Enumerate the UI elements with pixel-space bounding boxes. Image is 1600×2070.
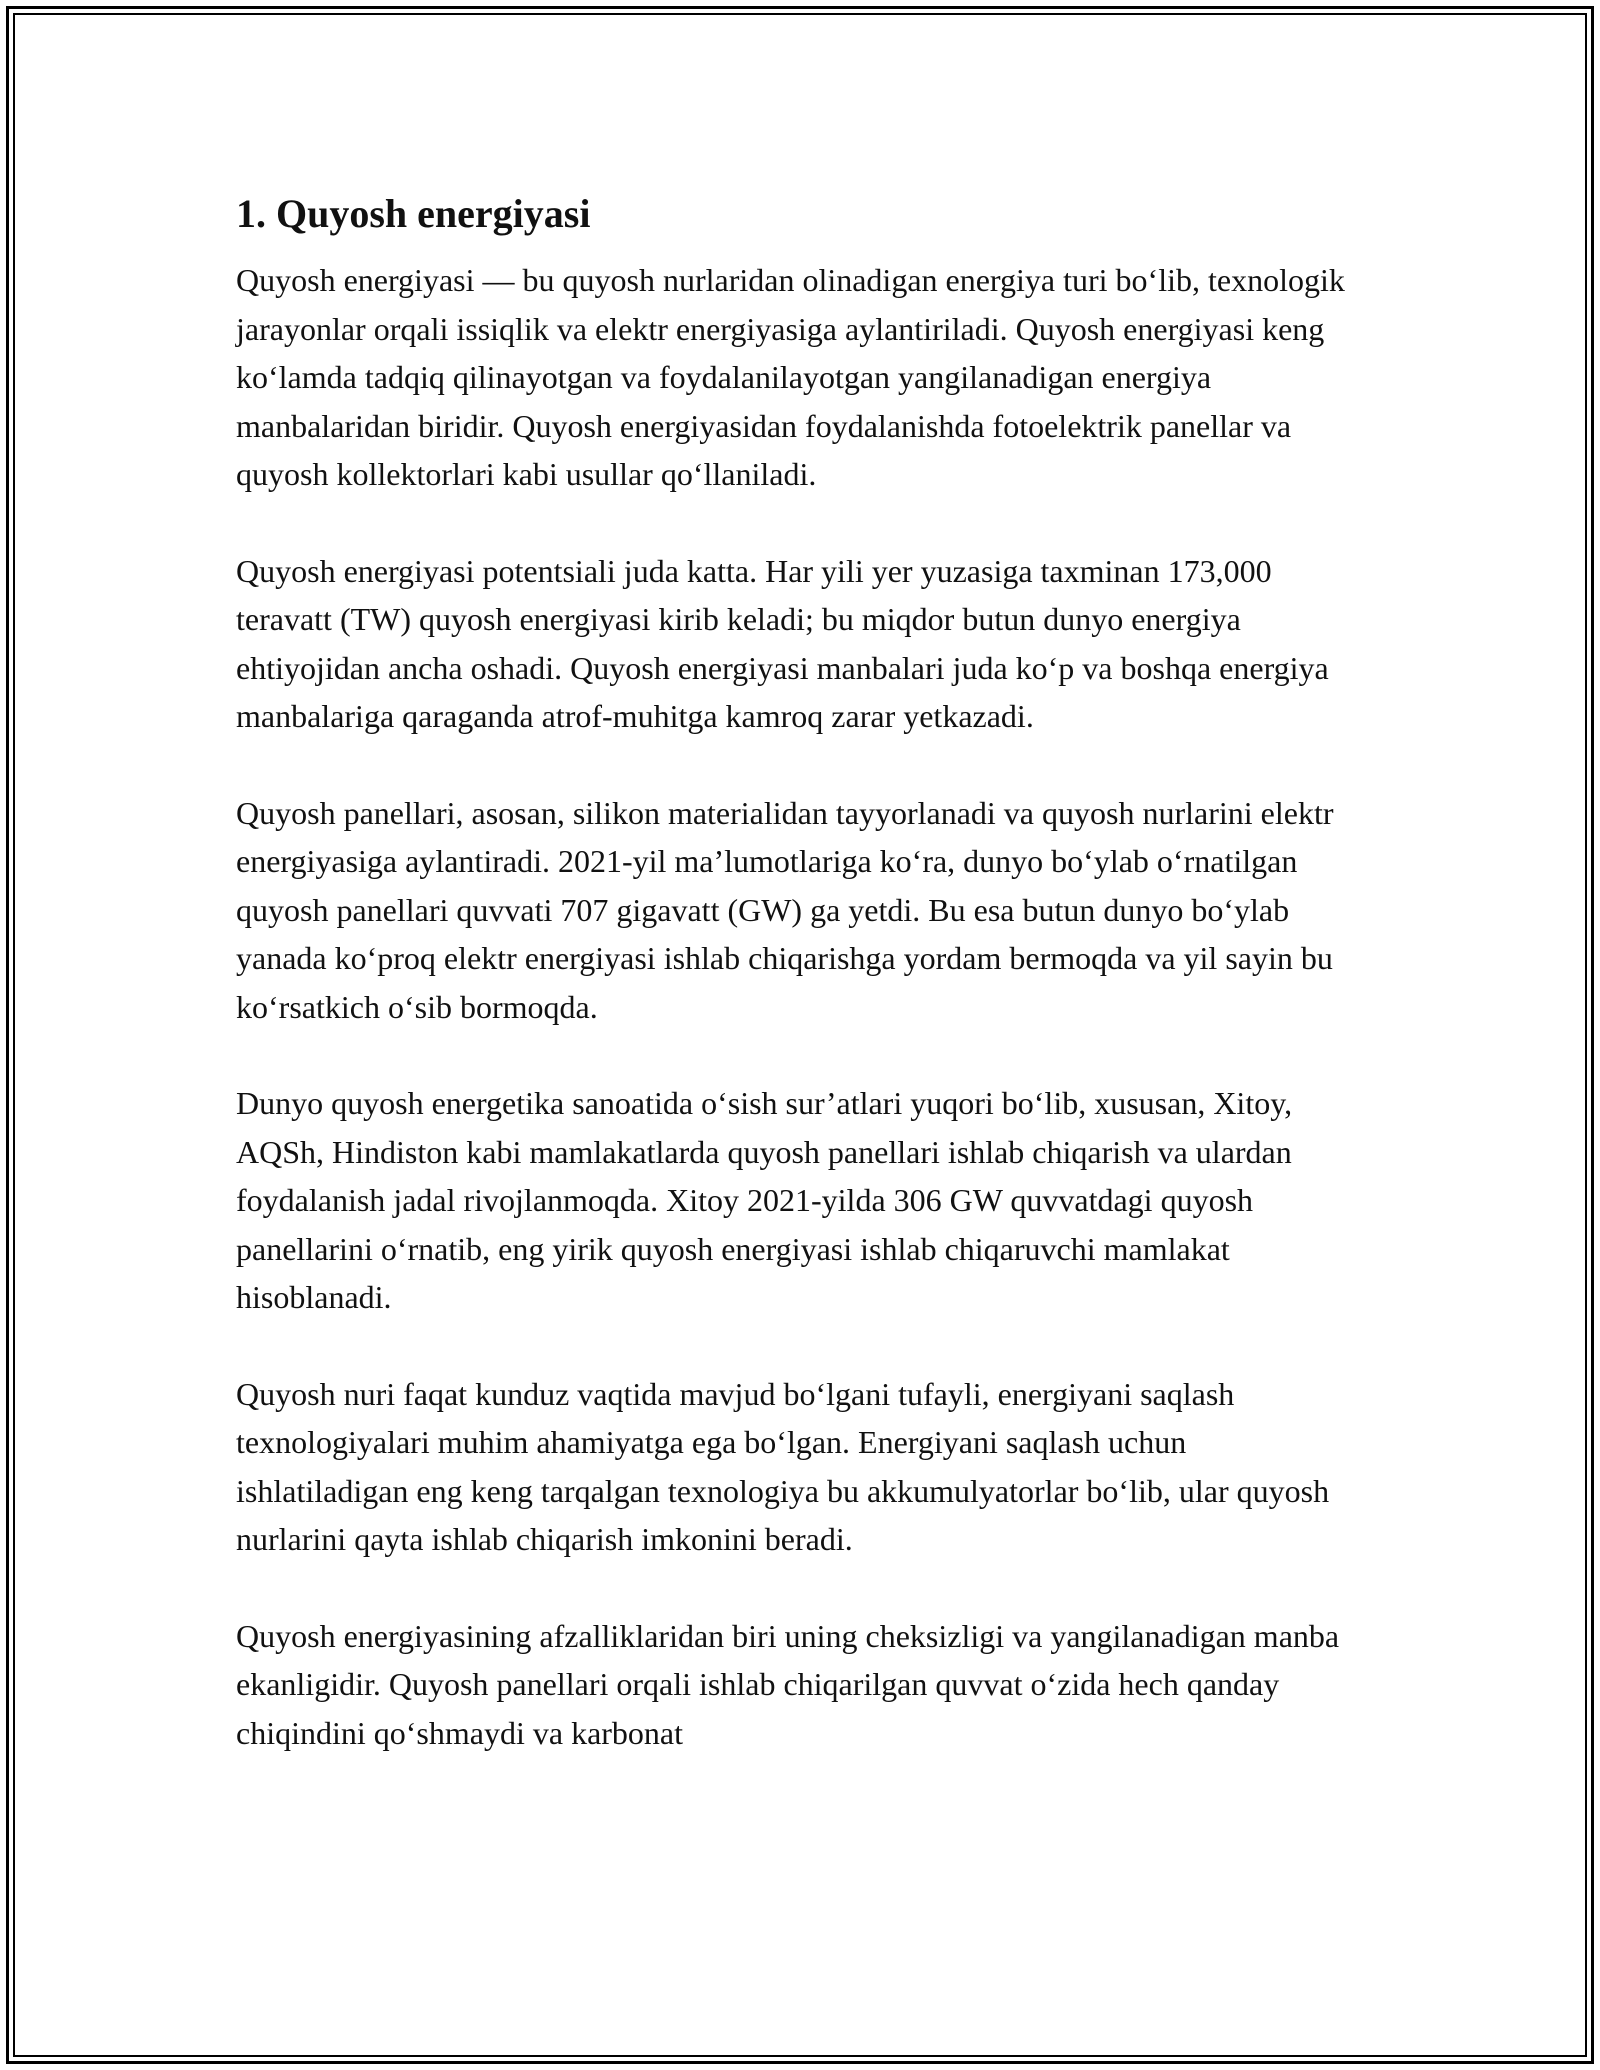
paragraph-4: Dunyo quyosh energetika sanoatida o‘sish sur’atlari yuqori bo‘lib, xususan, Xitoy, AQSh, Hindiston kabi mamlakatlarda quyosh panellari ishlab chiqarish va ulardan foydalanish jadal rivojlanmoqda. Xitoy 2021-yilda 306 GW quvvatdagi quyosh panellarini o‘rnatib, eng yirik quyosh energiyasi ishlab chiqaruvchi mamlakat hisoblanadi. [236,1085,1293,1315]
paragraph-5: Quyosh nuri faqat kunduz vaqtida mavjud bo‘lgani tufayli, energiyani saqlash texnologiyalari muhim ahamiyatga ega bo‘lgan. Energiyani saqlash uchun ishlatiladigan eng keng tarqalgan texnologiya bu akkumulyatorlar bo‘lib, ular quyosh nurlarini qayta ishlab chiqarish imkonini beradi. [236,1375,1330,1557]
paragraph-2: Quyosh energiyasi potentsiali juda katta. Har yili yer yuzasiga taxminan 173,000 teravatt (TW) quyosh energiyasi kirib keladi; bu miqdor butun dunyo energiya ehtiyojidan ancha oshadi. Quyosh energiyasi manbalari juda ko‘p va boshqa energiya manbalariga qaraganda atrof-muhitga kamroq zarar yetkazadi. [236,552,1329,734]
paragraph-3: Quyosh panellari, asosan, silikon materialidan tayyorlanadi va quyosh nurlarini elektr energiyasiga aylantiradi. 2021-yil ma’lumotlariga ko‘ra, dunyo bo‘ylab o‘rnatilgan quyosh panellari quvvati 707 gigavatt (GW) ga yetdi. Bu esa butun dunyo bo‘ylab yanada ko‘proq elektr energiyasi ishlab chiqarishga yordam bermoqda va yil sayin bu ko‘rsatkich o‘sib bormoqda. [236,794,1334,1025]
document-body [236,184,1366,1805]
paragraph-1: Quyosh energiyasi — bu quyosh nurlaridan olinadigan energiya turi bo‘lib, texnologik jarayonlar orqali issiqlik va elektr energiyasiga aylantiriladi. Quyosh energiyasi keng ko‘lamda tadqiq qilinayotgan va foydalanilayotgan yangilanadigan energiya manbalaridan biridir. Quyosh energiyasidan foydalanishda fotoelektrik panellar va quyosh kollektorlari kabi usullar qo‘llaniladi. [236,262,1345,492]
paragraph-6: Quyosh energiyasining afzalliklaridan biri uning cheksizligi va yangilanadigan manba ekanligidir. Quyosh panellari orqali ishlab chiqarilgan quvvat o‘zida hech qanday chiqindini qo‘shmaydi va karbonat [236,1617,1340,1751]
section-heading: 1. Quyosh energiyasi [236,191,591,236]
